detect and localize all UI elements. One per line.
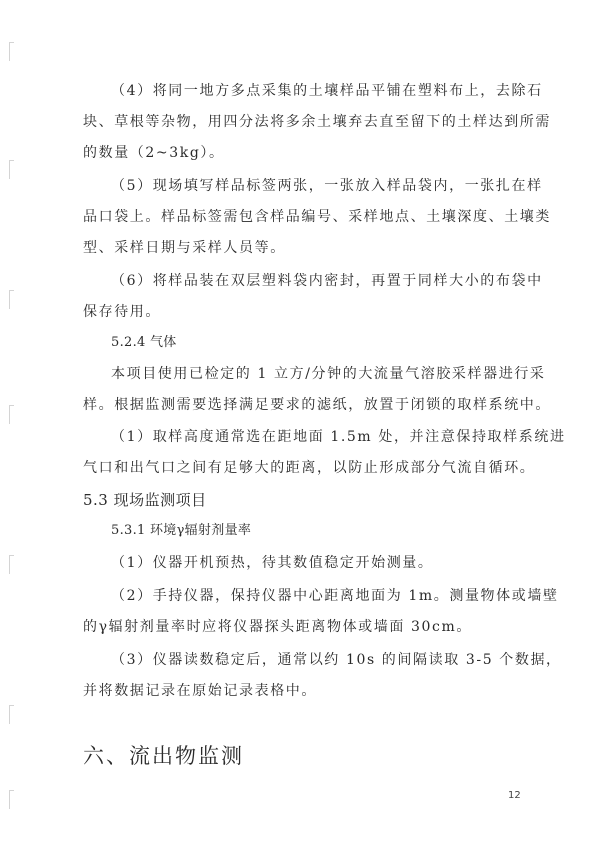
paragraph-6-line-1: （6）将样品装在双层塑料袋内密封，再置于同样大小的布袋中 <box>111 273 543 289</box>
margin-mark <box>9 705 14 724</box>
paragraph-4-line-1: （4）将同一地方多点采集的土壤样品平铺在塑料布上，去除石 <box>111 83 543 99</box>
paragraph-6-line-2: 保存待用。 <box>83 304 161 320</box>
gamma-paragraph-1: （1）仪器开机预热，待其数值稳定开始测量。 <box>111 555 434 571</box>
paragraph-4-line-3: 的数量（2~3kg）。 <box>83 145 225 161</box>
gas-intro-line-2: 样。根据监测需要选择满足要求的滤纸，放置于闭锁的取样系统中。 <box>83 397 551 413</box>
margin-mark <box>9 790 14 809</box>
paragraph-5-line-3: 型、采样日期与采样人员等。 <box>83 240 286 256</box>
margin-mark <box>9 290 14 309</box>
gas-paragraph-1-line-1: （1）取样高度通常选在距地面 1.5m 处，并注意保持取样系统进 <box>111 429 566 445</box>
gas-intro-line-1: 本项目使用已检定的 1 立方/分钟的大流量气溶胶采样器进行采 <box>111 366 546 382</box>
chapter-heading: 六、流出物监测 <box>83 744 244 768</box>
paragraph-5-line-1: （5）现场填写样品标签两张，一张放入样品袋内，一张扎在样 <box>111 178 543 194</box>
margin-mark <box>9 160 14 179</box>
gamma-paragraph-3-line-1: （3）仪器读数稳定后，通常以约 10s 的间隔读取 3-5 个数据， <box>111 652 562 668</box>
gas-subsection-heading: 5.2.4 气体 <box>111 335 177 350</box>
margin-mark <box>9 405 14 424</box>
margin-mark <box>9 555 14 574</box>
gamma-subsection-heading: 5.3.1 环境γ辐射剂量率 <box>111 523 252 538</box>
gas-paragraph-1-line-2: 气口和出气口之间有足够大的距离，以防止形成部分气流自循环。 <box>83 460 536 476</box>
margin-mark <box>9 42 14 61</box>
paragraph-4-line-2: 块、草根等杂物，用四分法将多余土壤弃去直至留下的土样达到所需 <box>83 114 551 130</box>
paragraph-5-line-2: 品口袋上。样品标签需包含样品编号、采样地点、土壤深度、土壤类 <box>83 209 551 225</box>
gamma-paragraph-2-line-1: （2）手持仪器，保持仪器中心距离地面为 1m。测量物体或墙壁 <box>111 588 559 604</box>
page-number: 12 <box>508 790 521 801</box>
section-heading: 5.3 现场监测项目 <box>83 491 207 509</box>
gamma-paragraph-3-line-2: 并将数据记录在原始记录表格中。 <box>83 683 317 699</box>
gamma-paragraph-2-line-2: 的γ辐射剂量率时应将仪器探头距离物体或墙面 30cm。 <box>83 619 472 635</box>
